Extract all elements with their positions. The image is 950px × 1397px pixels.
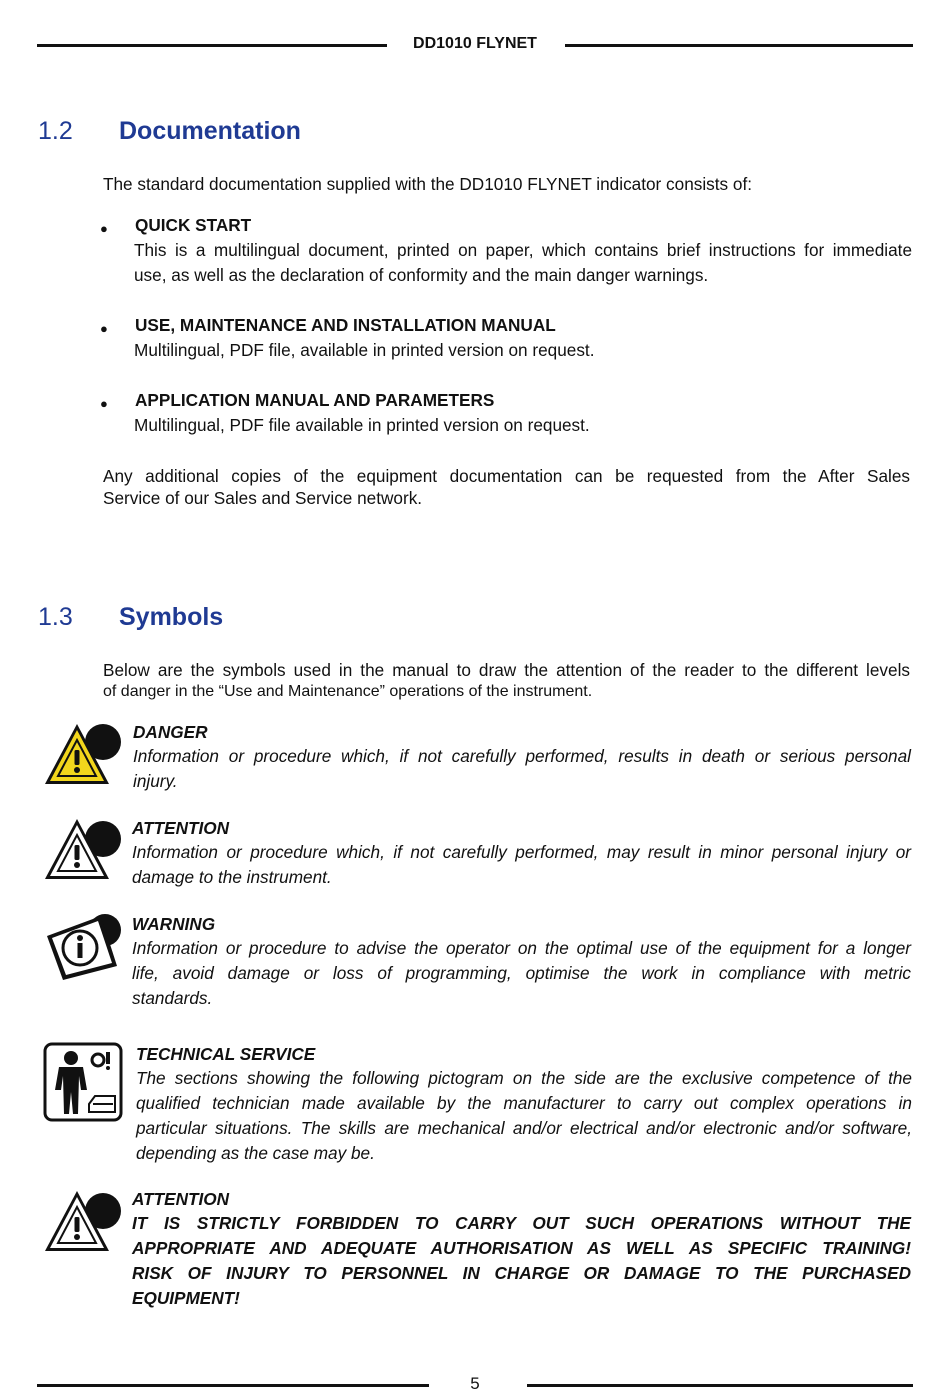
- symbol-title: ATTENTION: [132, 1189, 230, 1209]
- symbol-line: Information or procedure which, if not carefully performed, results in death or serious personal: [133, 746, 911, 766]
- symbol-line: IT IS STRICTLY FORBIDDEN TO CARRY OUT SUCH OPERATIONS WITHOUT THE: [132, 1213, 911, 1233]
- section-title: Documentation: [119, 117, 301, 145]
- symbol-title: DANGER: [133, 722, 208, 742]
- symbol-line: damage to the instrument.: [132, 867, 332, 887]
- symbol-line: The sections showing the following pictogram on the side are the exclusive competence of the: [136, 1068, 912, 1088]
- symbol-title: TECHNICAL SERVICE: [136, 1044, 316, 1064]
- doc-item-line: Multilingual, PDF file, available in printed version on request.: [134, 340, 595, 360]
- doc-item-title: APPLICATION MANUAL AND PARAMETERS: [135, 390, 495, 410]
- footer-rule-right: [527, 1384, 913, 1387]
- attention-triangle-icon: [43, 1187, 121, 1262]
- doc-item-body: [134, 413, 912, 438]
- doc-item-title: USE, MAINTENANCE AND INSTALLATION MANUAL: [135, 315, 556, 335]
- symbol-description: [132, 840, 911, 890]
- symbol-line: EQUIPMENT!: [132, 1288, 240, 1308]
- info-warning-icon: [43, 910, 123, 985]
- section-number: 1.3: [38, 603, 73, 631]
- doc-item-line: use, as well as the declaration of conformity and the main danger warnings.: [134, 265, 709, 285]
- doc-item-title: QUICK START: [135, 215, 252, 235]
- symbol-description: [133, 744, 911, 794]
- symbol-title: ATTENTION: [132, 818, 230, 838]
- symbol-line: particular situations. The skills are mechanical and/or electrical and/or electronic and/or software,: [136, 1118, 912, 1138]
- symbol-line: Information or procedure to advise the operator on the optimal use of the equipment for a longer: [132, 938, 911, 958]
- doc-closing-line: Any additional copies of the equipment documentation can be requested from the After Sales: [103, 466, 910, 486]
- symbol-line: injury.: [133, 771, 178, 791]
- symbol-line: standards.: [132, 988, 213, 1008]
- technician-icon: [43, 1042, 125, 1127]
- symbol-description: [132, 1211, 911, 1311]
- doc-item-line: This is a multilingual document, printed on paper, which contains brief instructions for immediate: [134, 240, 912, 260]
- sym-intro-line: of danger in the “Use and Maintenance” operations of the instrument.: [103, 683, 593, 700]
- symbol-line: depending as the case may be.: [136, 1143, 375, 1163]
- doc-closing-line: Service of our Sales and Service network.: [103, 488, 423, 508]
- header-title: DD1010 FLYNET: [413, 35, 537, 52]
- section-title: Symbols: [119, 603, 224, 631]
- section-number: 1.2: [38, 117, 73, 145]
- doc-closing: [103, 465, 910, 509]
- page-number: 5: [470, 1374, 480, 1393]
- doc-item-body: [134, 338, 912, 363]
- attention-triangle-icon: [43, 815, 121, 890]
- symbol-line: RISK OF INJURY TO PERSONNEL IN CHARGE OR DAMAGE TO THE PURCHASED: [132, 1263, 911, 1283]
- symbol-line: APPROPRIATE AND ADEQUATE AUTHORISATION AS WELL AS SPECIFIC TRAINING!: [132, 1238, 911, 1258]
- sym-intro-line: Below are the symbols used in the manual to draw the attention of the reader to the different levels: [103, 660, 910, 680]
- header-rule-right: [565, 44, 913, 47]
- symbol-line: life, avoid damage or loss of programming, optimise the work in compliance with metric: [132, 963, 911, 983]
- symbol-description: [132, 936, 911, 1011]
- sym-intro: [103, 659, 910, 703]
- bullet-icon: ●: [100, 396, 108, 411]
- symbol-description: [136, 1066, 912, 1166]
- symbol-line: Information or procedure which, if not carefully performed, may result in minor personal injury or: [132, 842, 911, 862]
- bullet-icon: ●: [100, 221, 108, 236]
- doc-item-line: Multilingual, PDF file available in printed version on request.: [134, 415, 590, 435]
- bullet-icon: ●: [100, 321, 108, 336]
- symbol-title: WARNING: [132, 914, 216, 934]
- symbol-line: qualified technician made available by the manufacturer to carry out complex operations in: [136, 1093, 912, 1113]
- doc-intro: The standard documentation supplied with the DD1010 FLYNET indicator consists of:: [103, 174, 753, 194]
- danger-triangle-icon: [43, 720, 121, 795]
- doc-item-body: [134, 238, 912, 288]
